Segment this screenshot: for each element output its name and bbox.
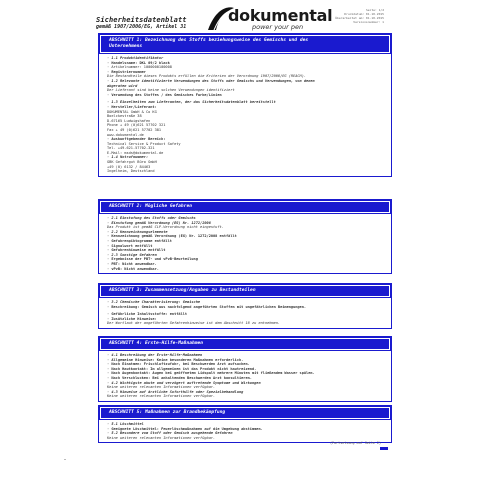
logo-wordmark: dokumental (228, 6, 333, 25)
text-line: · Nach Einatmen: Frischluftzufuhr, bei Beschwerden Arzt aufsuchen. (107, 362, 250, 367)
text-line: · Gefährliche Inhaltsstoffe: entfällt (107, 312, 188, 317)
text-line: Keine weiteren relevanten Informationen verfügbar. (107, 385, 216, 390)
text-line: · 4.1 Beschreibung der Erste-Hilfe-Maßnahmen (107, 353, 203, 357)
meta-print-date: Druckdatum: 01.10.2015 (344, 12, 384, 16)
continued-note: (Fortsetzung auf Seite 2) (330, 441, 382, 445)
text-line: Fax + 49 (0)621 57702 381 (107, 127, 162, 132)
text-line: · Geeignete Löschmittel: Feuerlöschmaßnahmen auf die Umgebung abstimmen. (107, 426, 263, 431)
document-meta (335, 8, 384, 24)
text-line: · 1.3 Einzelheiten zum Lieferanten, der das Sicherheitsdatenblatt bereitstellt (107, 100, 276, 105)
section-heading-text: ABSCHNITT 5: Maßnahmen zur Brandbekämpfung (109, 410, 226, 415)
text-line: · Nach Verschlucken: Bei anhaltenden Beschwerden Arzt konsultieren. (107, 375, 252, 380)
section-heading-text: ABSCHNITT 2: Mögliche Gefahren (109, 204, 192, 209)
text-line: Der Wortlaut der angeführten Gefahrenhinweise ist dem Abschnitt 16 zu entnehmen. (107, 321, 281, 326)
text-line: · PBT: Nicht anwendbar. (107, 261, 157, 266)
text-line: DOKUMENTAL GmbH & Co KG (107, 109, 157, 114)
text-line: GBK Gefahrgut Büro GmbH (107, 160, 157, 165)
section-4 (98, 336, 392, 402)
text-line: · Zusätzliche Hinweise: (107, 316, 157, 321)
meta-revised-date: Überarbeitet am: 01.10.2015 (335, 16, 384, 20)
text-line: · Auskunftgebender Bereich: (107, 137, 166, 142)
text-line: Das Produkt ist gemäß CLP-Verordnung nicht eingestuft. (107, 225, 224, 230)
section-body (99, 298, 391, 328)
text-line: Keine weiteren relevanten Informationen verfügbar. (107, 394, 216, 399)
text-line: · 3.2 Chemische Charakterisierung: Gemische (107, 300, 201, 304)
section-heading-text: ABSCHNITT 1: Bezeichnung des Stoffs beziehungsweise des Gemischs und des (109, 38, 309, 43)
meta-page: Seite: 1/2 (365, 8, 384, 12)
text-line: · 2.1 Einstufung des Stoffs oder Gemischs (107, 216, 196, 220)
text-line: · Signalwort entfällt (107, 243, 153, 248)
text-line: abgeraten wird (107, 83, 138, 88)
section-body (99, 420, 391, 442)
text-line: Technical Service & Product Safety (107, 141, 181, 146)
text-line: · 1.4 Notrufnummer: (107, 155, 149, 160)
text-line: · vPvB: Nicht anwendbar. (107, 266, 159, 271)
text-line: · 2.3 Sonstige Gefahren (107, 252, 157, 257)
text-line: D-67165 Ludwigshafen (107, 118, 151, 123)
text-line: Tel. +49-621-57702-321 (107, 146, 155, 151)
text-line: Keine weiteren relevanten Informationen verfügbar. (107, 435, 216, 440)
text-line: · 5.2 Besondere vom Stoff oder Gemisch ausgehende Gefahren (107, 431, 233, 436)
text-line: · Kennzeichnung gemäß Verordnung (EG) Nr. 1272/2008 entfällt (107, 234, 237, 239)
section-body (99, 214, 391, 273)
section-heading-text-cont: Unternehmens (109, 44, 143, 49)
text-line: · Gefahrenpiktogramme entfällt (107, 238, 172, 243)
document-title: Sicherheitsdatenblatt (96, 16, 187, 24)
text-line: · Ergebnisse der PBT- und vPvB-Beurteilung (107, 257, 198, 262)
section-body (99, 54, 391, 176)
text-line: +49 (0) 6132 / 84463 (107, 164, 151, 169)
text-line: E-Mail: msds@dokumental.de (107, 150, 164, 155)
text-line: · Registriernummer (107, 69, 146, 74)
section-3 (98, 283, 392, 329)
section-heading (100, 201, 390, 213)
text-line: · 1.2 Relevante identifizierte Verwendungen des Stoffs oder Gemischs und Verwendungen, von denen (107, 78, 315, 83)
text-line: Phone + 49 (0)621 57702 321 (107, 123, 166, 128)
section-heading (100, 338, 390, 350)
text-line: · 2.2 Kennzeichnungselemente (107, 229, 168, 234)
text-line: · 5.1 Löschmittel (107, 422, 144, 426)
text-line: Boelckestraße 38 (107, 114, 142, 119)
text-line: · Artikelnummer: 1000000100008 (107, 65, 172, 70)
text-line: Die Bestandteile dieses Produkts erfüllen die Kriterien der Verordnung 1907/2006/EG (REACH). (107, 74, 307, 79)
logo-tagline: power your pen (252, 23, 304, 31)
page-mark (64, 459, 66, 460)
section-2 (98, 199, 392, 274)
text-line: · Einstufung gemäß Verordnung (EG) Nr. 1272/2008 (107, 220, 211, 225)
section-body (99, 351, 391, 401)
section-heading-text: ABSCHNITT 3: Zusammensetzung/Angaben zu Bestandteilen (109, 288, 256, 293)
text-line: · Verwendung des Stoffes / des Gemisches Farbe/Linien (107, 92, 222, 97)
text-line: · Nach Augenkontakt: Augen bei geöffnetem Lidspalt mehrere Minuten mit fließendem Wasser spülen. (107, 371, 315, 376)
section-heading (100, 407, 390, 419)
text-line: · 1.1 Produktidentifikator (107, 56, 164, 60)
section-heading (100, 35, 390, 53)
document-subtitle: gemäß 1907/2006/EG, Artikel 31 (96, 24, 187, 30)
text-line: · 4.2 Wichtigste akute und verzögert auftretende Symptome und Wirkungen (107, 380, 261, 385)
text-line: www.dokumental.de (107, 132, 144, 137)
text-line: · Gefahrenhinweise entfällt (107, 248, 166, 253)
section-heading (100, 285, 390, 297)
section-5 (98, 405, 392, 443)
text-line: Der Lieferant sind keine solchen Verwendungen identifiziert (107, 88, 235, 93)
text-line: · Beschreibung: Gemisch aus nachfolgend angeführten Stoffen mit ungefährlichen Beimengungen. (107, 304, 307, 309)
section-1 (98, 33, 392, 177)
text-line: · Hersteller/Lieferant: (107, 104, 157, 109)
meta-version: Versionsnummer: 1 (353, 20, 384, 24)
section-heading-text: ABSCHNITT 4: Erste-Hilfe-Maßnahmen (109, 341, 204, 346)
text-line: · Allgemeine Hinweise: Keine besonderen Maßnahmen erforderlich. (107, 357, 244, 362)
page-badge (380, 447, 388, 450)
text-line: · Handelsname: DKL 09/2 black (107, 60, 170, 65)
text-line: · 4.3 Hinweise auf ärztliche Soforthilfe oder Spezialbehandlung (107, 389, 244, 394)
text-line: · Nach Hautkontakt: Im allgemeinen ist das Produkt nicht hautreizend. (107, 366, 257, 371)
text-line: Ingelheim, Deutschland (107, 169, 155, 174)
